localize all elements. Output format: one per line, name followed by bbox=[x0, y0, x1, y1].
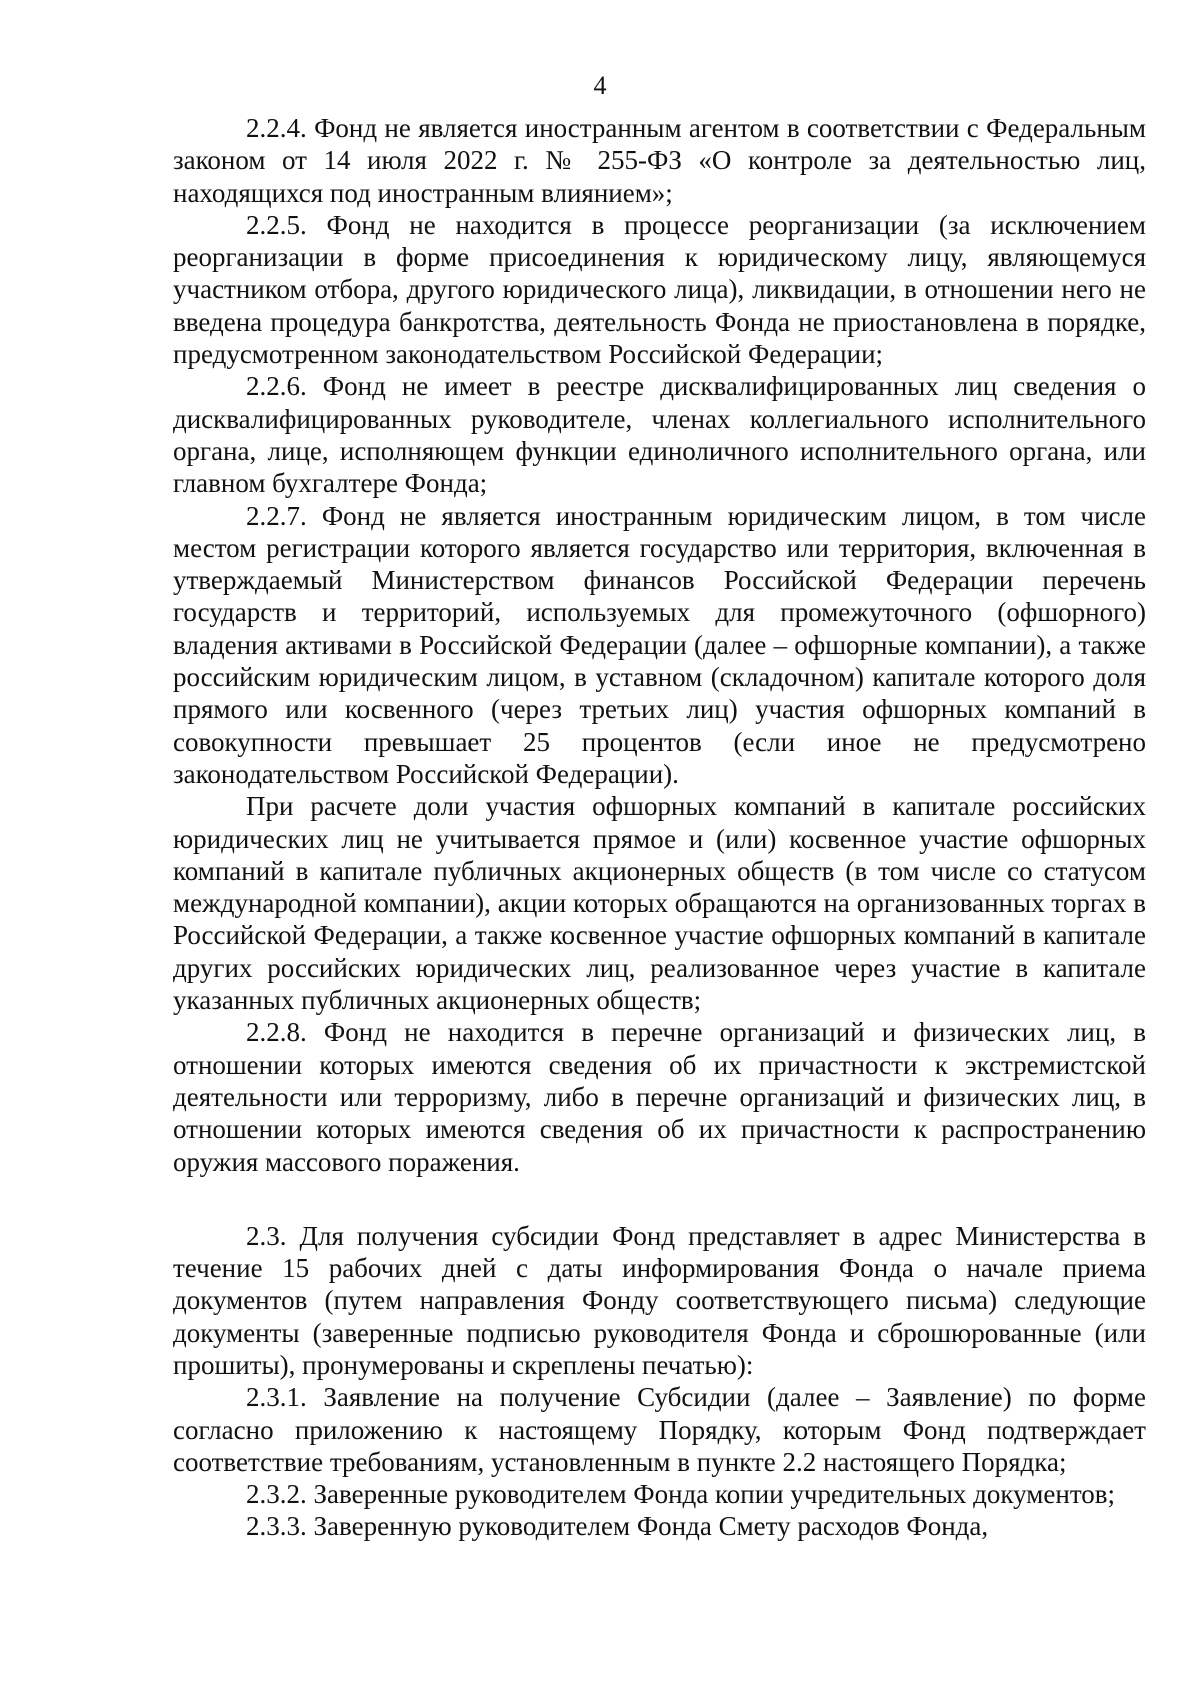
paragraph-2-2-5: 2.2.5. Фонд не находится в процессе реорганизации (за исключением реорганизации в форме присоединения к юридическому лицу, являющемуся участником отбора, другого юридического лица), ликвидации, в отношении него не введена процедура банкротства, деятельность Фонда не приостановлена в порядке, предусмотренном законодательством Российской Федерации; bbox=[173, 209, 1146, 370]
paragraph-2-2-7: 2.2.7. Фонд не является иностранным юридическим лицом, в том числе местом регистрации которого является государство или территория, включенная в утверждаемый Министерством финансов Российской Федерации перечень государств и территорий, используемых для промежуточного (офшорного) владения активами в Российской Федерации (далее – офшорные компании), а также российским юридическим лицом, в уставном (складочном) капитале которого доля прямого или косвенного (через третьих лиц) участия офшорных компаний в совокупности превышает 25 процентов (если иное не предусмотрено законодательством Российской Федерации). bbox=[173, 500, 1146, 789]
document-body bbox=[173, 112, 1146, 1543]
page-number: 4 bbox=[593, 71, 607, 100]
paragraph-2-2-6: 2.2.6. Фонд не имеет в реестре дисквалифицированных лиц сведения о дисквалифицированных руководителе, членах коллегиального исполнительного органа, лице, исполняющем функции единоличного исполнительного органа, или главном бухгалтере Фонда; bbox=[173, 371, 1146, 499]
paragraph-2-3: 2.3. Для получения субсидии Фонд представляет в адрес Министерства в течение 15 рабочих дней с даты информирования Фонда о начале приема документов (путем направления Фонду соответствующего письма) следующие документы (заверенные подписью руководителя Фонда и сброшюрованные (или прошиты), пронумерованы и скреплены печатью): bbox=[173, 1220, 1146, 1380]
section-gap bbox=[173, 1178, 1146, 1220]
paragraph-2-2-4: 2.2.4. Фонд не является иностранным агентом в соответствии с Федеральным законом от 14 июля 2022 г. № 255-ФЗ «О контроле за деятельностью лиц, находящихся под иностранным влиянием»; bbox=[173, 113, 1146, 208]
paragraph-2-3-2: 2.3.2. Заверенные руководителем Фонда копии учредительных документов; bbox=[246, 1479, 1116, 1510]
paragraph-2-3-1: 2.3.1. Заявление на получение Субсидии (далее – Заявление) по форме согласно приложению к настоящему Порядку, которым Фонд подтверждает соответствие требованиям, установленным в пункте 2.2 настоящего Порядка; bbox=[173, 1382, 1146, 1477]
paragraph-2-2-8: 2.2.8. Фонд не находится в перечне организаций и физических лиц, в отношении которых имеются сведения об их причастности к экстремистской деятельности или терроризму, либо в перечне организаций и физических лиц, в отношении которых имеются сведения об их причастности к распространению оружия массового поражения. bbox=[173, 1017, 1146, 1177]
paragraph-offshore-calculation: При расчете доли участия офшорных компаний в капитале российских юридических лиц не учитывается прямое и (или) косвенное участие офшорных компаний в капитале публичных акционерных обществ (в том числе со статусом международной компании), акции которых обращаются на организованных торгах в Российской Федерации, а также косвенное участие офшорных компаний в капитале других российских юридических лиц, реализованное через участие в капитале указанных публичных акционерных обществ; bbox=[173, 791, 1146, 1016]
paragraph-2-3-3: 2.3.3. Заверенную руководителем Фонда Смету расходов Фонда, bbox=[246, 1511, 989, 1542]
